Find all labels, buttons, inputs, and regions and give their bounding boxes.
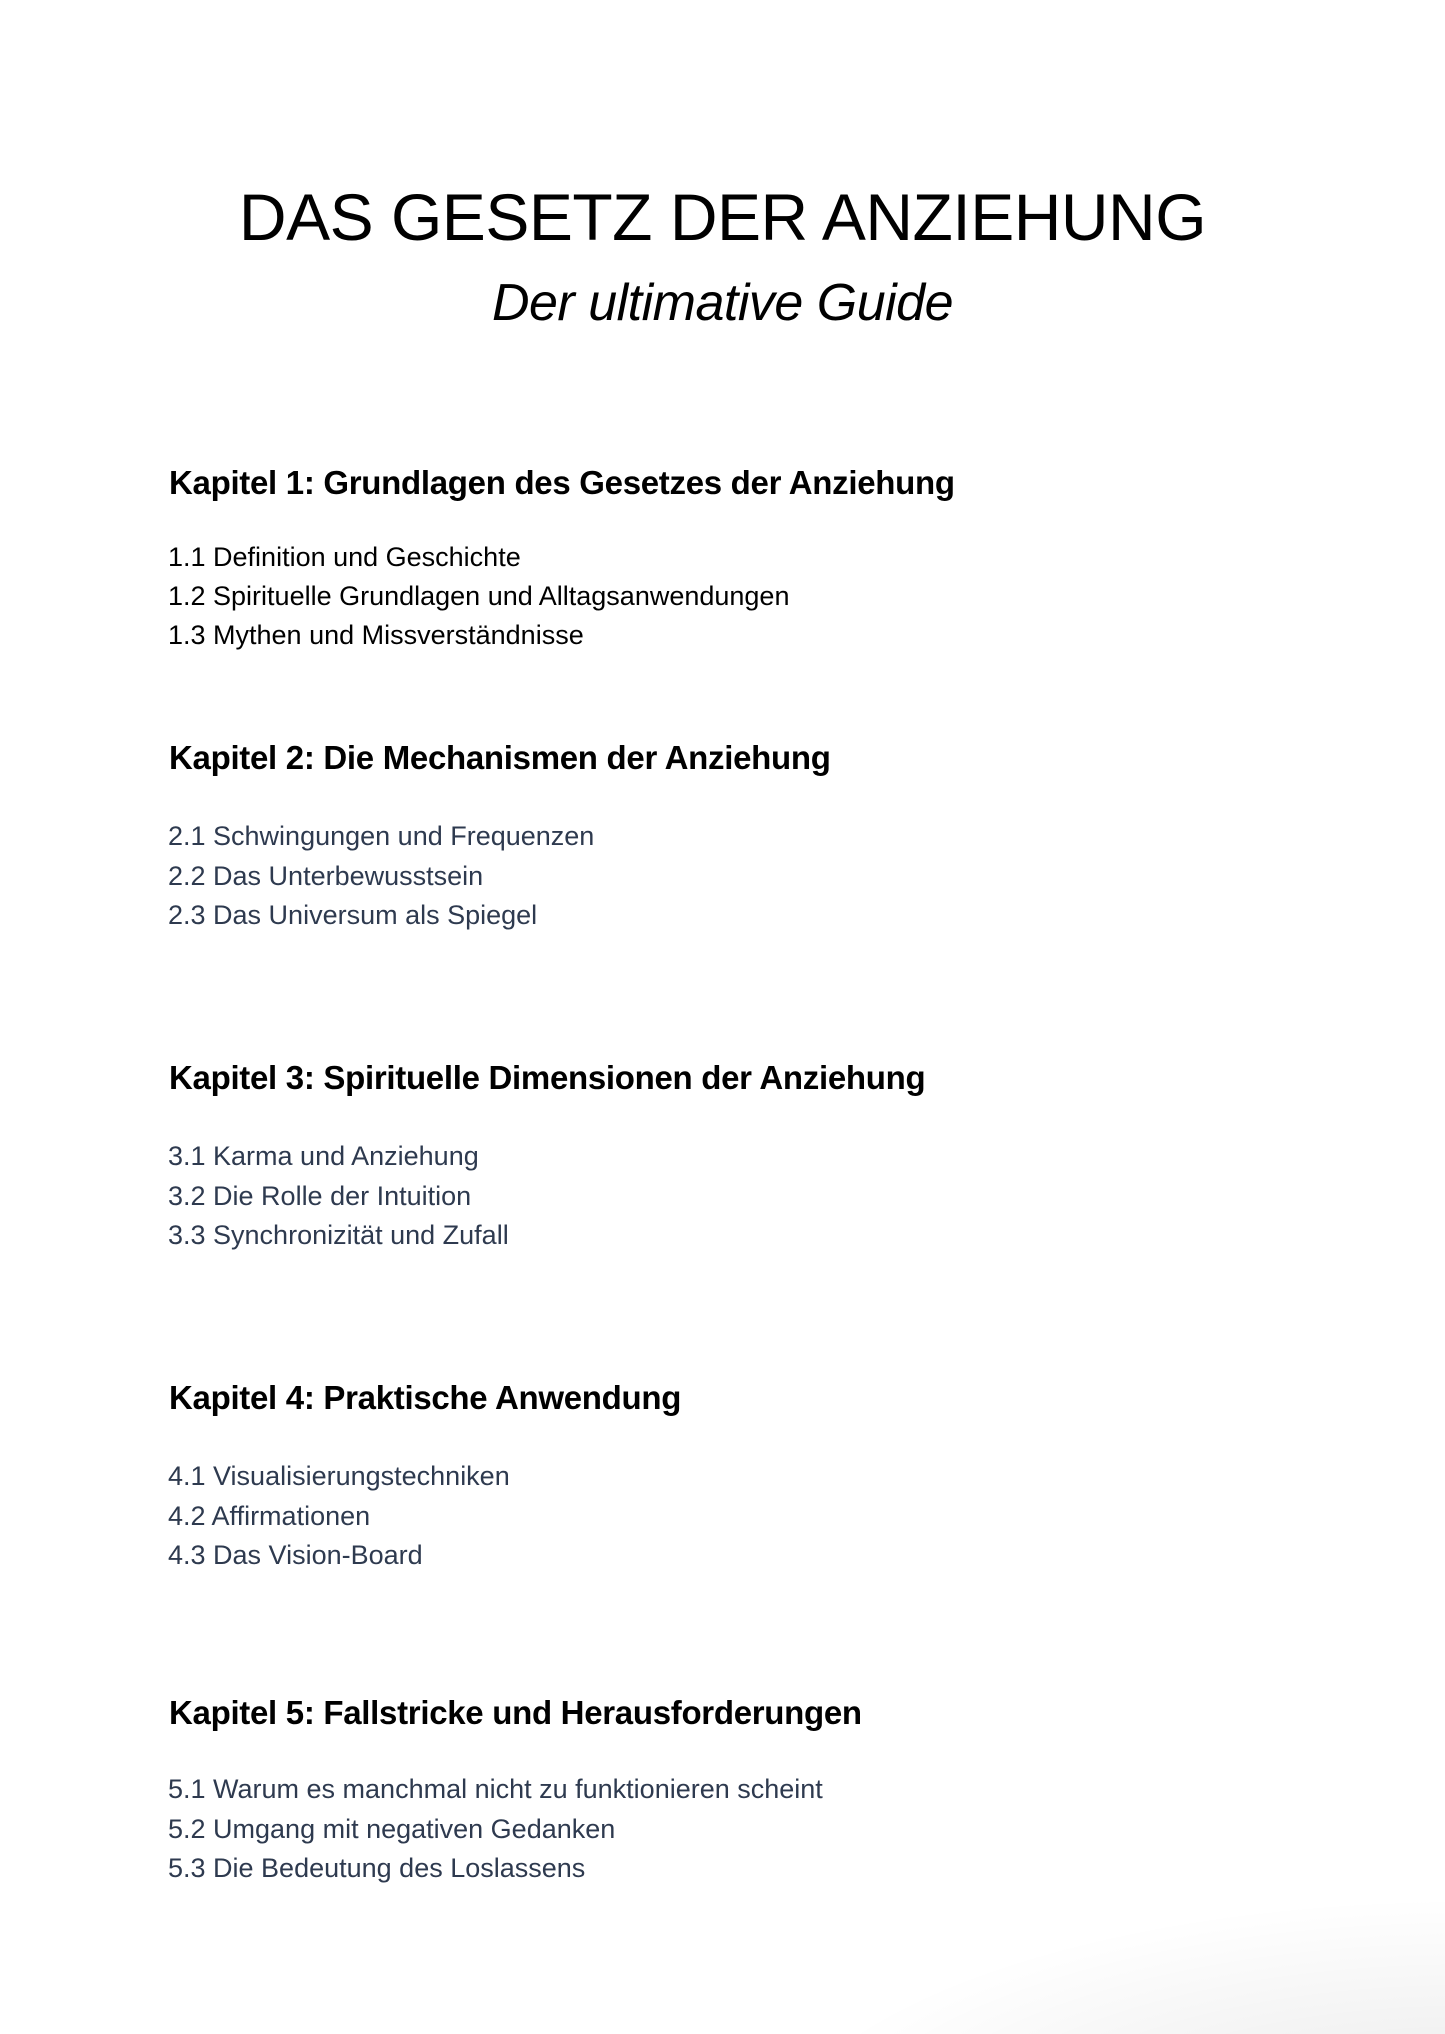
chapter-heading: Kapitel 2: Die Mechanismen der Anziehung	[169, 739, 831, 776]
chapter-heading: Kapitel 4: Praktische Anwendung	[169, 1379, 682, 1416]
chapter-item: 3.3 Synchronizität und Zufall	[168, 1220, 509, 1250]
document-title: DAS GESETZ DER ANZIEHUNG	[238, 180, 1207, 254]
chapter-item: 1.2 Spirituelle Grundlagen und Alltagsanwendungen	[168, 581, 790, 611]
chapter-item: 1.1 Definition und Geschichte	[168, 542, 521, 572]
document-subtitle: Der ultimative Guide	[491, 274, 954, 332]
chapter-item: 5.3 Die Bedeutung des Loslassens	[168, 1853, 586, 1883]
chapter-item: 3.2 Die Rolle der Intuition	[168, 1181, 472, 1211]
chapter-item: 1.3 Mythen und Missverständnisse	[168, 620, 584, 650]
chapter-heading: Kapitel 3: Spirituelle Dimensionen der Anziehung	[169, 1059, 926, 1096]
page-corner-shadow	[745, 1894, 1445, 2034]
chapter-item: 5.1 Warum es manchmal nicht zu funktionieren scheint	[168, 1774, 823, 1804]
chapter-item: 4.2 Affirmationen	[168, 1501, 371, 1531]
chapter-item: 3.1 Karma und Anziehung	[168, 1141, 479, 1171]
chapter-heading: Kapitel 1: Grundlagen des Gesetzes der Anziehung	[169, 464, 955, 501]
chapter-item: 4.1 Visualisierungstechniken	[168, 1461, 510, 1491]
chapter-item: 2.2 Das Unterbewusstsein	[168, 861, 484, 891]
chapter-item: 4.3 Das Vision-Board	[168, 1540, 423, 1570]
chapter-heading: Kapitel 5: Fallstricke und Herausforderungen	[169, 1694, 862, 1731]
chapter-item: 2.1 Schwingungen und Frequenzen	[168, 821, 595, 851]
chapter-item: 2.3 Das Universum als Spiegel	[168, 900, 538, 930]
chapter-item: 5.2 Umgang mit negativen Gedanken	[168, 1814, 616, 1844]
